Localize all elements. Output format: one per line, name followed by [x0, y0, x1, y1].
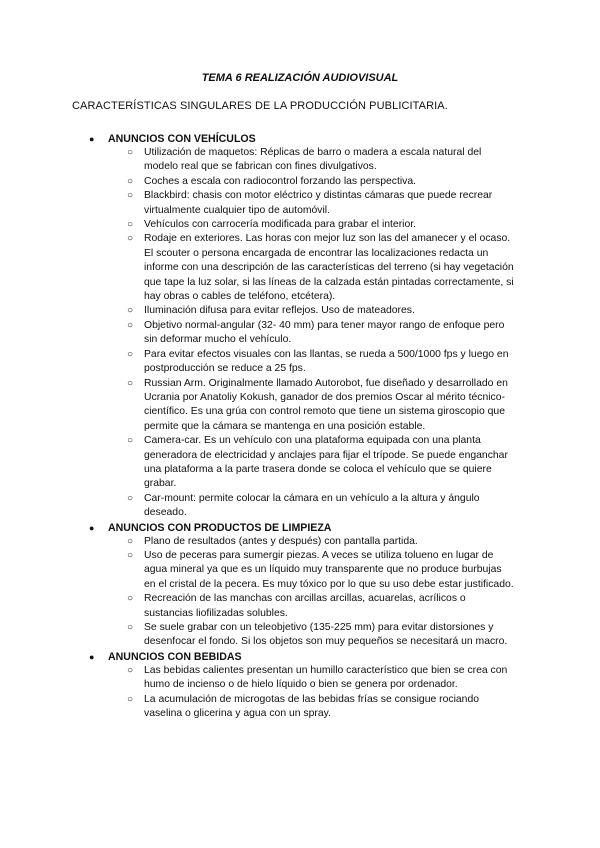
list-item-text: Blackbird: chasis con motor eléctrico y distintas cámaras que puede recrear virtualmente cualquier tipo de automóvil.: [144, 190, 493, 216]
list-item: [0, 592, 514, 621]
bullet-circle-icon: ○: [127, 305, 134, 317]
bullet-circle-icon: ○: [127, 622, 134, 633]
bullet-dot-icon: ●: [89, 651, 95, 662]
list-item-text: Rodaje en exteriores. Las horas con mejor luz son las del amanecer y el ocaso. El scouter o persona encargada de encontrar las localizaciones redacta un informe con una descripción de las características del terreno (si hay vegetación que tape la luz solar, si las líneas de la calzada están pintadas correctamente, si hay obras o cables de teléfono, etcétera).: [144, 233, 514, 303]
list-item: [0, 492, 514, 521]
list-item-text: La acumulación de microgotas de las bebidas frías se consigue rociando vaselina o glicerina y agua con un spray.: [144, 693, 480, 720]
bullet-circle-icon: ○: [127, 535, 134, 547]
list-item: [0, 189, 514, 218]
section-list: [0, 664, 600, 722]
list-item-text: Russian Arm. Originalmente llamado Autorobot, fue diseñado y desarrollado en Ucrania por Anatoliy Kokush, ganador de dos premios Oscar al mérito técnico-científico. Es una grúa con control remoto que tiene un sistema giroscopio que permite que la cámara se mantenga en una posición estable.: [144, 377, 508, 432]
section-limpieza: [0, 521, 600, 650]
section-bebidas: [0, 650, 600, 722]
bullet-circle-icon: ○: [127, 549, 134, 561]
list-item: [0, 218, 514, 232]
list-item-text: Se suele grabar con un teleobjetivo (135-225 mm) para evitar distorsiones y desenfocar el fondo. Si los objetos son muy pequeños se necesitará un macro.: [144, 622, 508, 648]
list-item: [0, 348, 514, 377]
list-item-text: Car-mount: permite colocar la cámara en un vehículo a la altura y ángulo deseado.: [144, 492, 480, 519]
list-item: [0, 664, 514, 693]
bullet-circle-icon: ○: [127, 175, 134, 187]
bullet-circle-icon: ○: [127, 664, 134, 676]
section-vehiculos: [0, 132, 600, 521]
list-item-text: Vehículos con carrocería modificada para grabar el interior.: [144, 219, 417, 231]
list-item: [0, 434, 514, 492]
list-item-text: Las bebidas calientes presentan un humillo característico que bien se crea con humo de incienso o de hielo líquido o bien se genera por ordenador.: [144, 664, 508, 691]
section-heading-text: ANUNCIOS CON VEHÍCULOS: [108, 133, 256, 145]
list-item-text: Objetivo normal-angular (32- 40 mm) para tener mayor rango de enfoque pero sin deformar mucho el vehículo.: [144, 319, 505, 346]
bullet-circle-icon: ○: [127, 593, 134, 605]
bullet-circle-icon: ○: [127, 435, 134, 447]
list-item: [0, 304, 514, 318]
content: [0, 132, 600, 721]
list-item: [0, 146, 514, 175]
page-subtitle: CARACTERÍSTICAS SINGULARES DE LA PRODUCCIÓN PUBLICITARIA.: [72, 100, 448, 112]
bullet-circle-icon: ○: [127, 219, 134, 231]
bullet-circle-icon: ○: [127, 190, 134, 202]
list-item: [0, 621, 514, 650]
list-item-text: Iluminación difusa para evitar reflejos. Uso de mateadores.: [144, 305, 415, 317]
bullet-circle-icon: ○: [127, 348, 134, 360]
list-item: [0, 535, 514, 549]
list-item-text: Utilización de maquetos: Réplicas de barro o madera a escala natural del modelo real que se fabrican con fines divulgativos.: [144, 147, 482, 173]
bullet-circle-icon: ○: [127, 377, 134, 389]
section-list: [0, 146, 600, 521]
list-item-text: Para evitar efectos visuales con las llantas, se rueda a 500/1000 fps y luego en postproducción se reduce a 25 fps.: [144, 348, 509, 375]
page-title: TEMA 6 REALIZACIÓN AUDIOVISUAL: [201, 72, 399, 84]
bullet-circle-icon: ○: [127, 319, 134, 331]
list-item-text: Recreación de las manchas con arcillas arcillas, acuarelas, acrílicos o sustancias liofilizadas solubles.: [144, 593, 466, 619]
bullet-circle-icon: ○: [127, 233, 134, 245]
section-heading: [0, 132, 600, 146]
list-item: [0, 232, 514, 304]
list-item-text: Coches a escala con radiocontrol forzando las perspectiva.: [144, 175, 417, 187]
list-item-text: Uso de peceras para sumergir piezas. A veces se utiliza tolueno en lugar de agua mineral ya que es un líquido muy transparente que no produce burbujas en el cristal de la pecera. Es muy tóxico por lo que su uso debe estar justificado.: [144, 549, 514, 590]
list-item: [0, 549, 514, 592]
section-heading-text: ANUNCIOS CON BEBIDAS: [108, 650, 242, 663]
bullet-dot-icon: ●: [89, 134, 95, 144]
list-item-text: Camera-car. Es un vehículo con una plataforma equipada con una planta generadora de electricidad y anclajes para fijar el trípode. Se puede enganchar una plataforma a la parte trasera donde se coloca el vehículo que se quiere grabar.: [144, 435, 508, 490]
section-list: [0, 535, 600, 650]
list-item: [0, 693, 514, 722]
list-item: [0, 319, 514, 348]
list-item: [0, 175, 514, 189]
bullet-circle-icon: ○: [127, 147, 134, 158]
section-heading: [0, 521, 600, 535]
section-heading-text: ANUNCIOS CON PRODUCTOS DE LIMPIEZA: [108, 521, 332, 534]
bullet-circle-icon: ○: [127, 693, 134, 705]
bullet-dot-icon: ●: [89, 522, 95, 533]
list-item: [0, 377, 514, 435]
section-heading: [0, 650, 600, 664]
list-item-text: Plano de resultados (antes y después) con pantalla partida.: [144, 535, 418, 547]
bullet-circle-icon: ○: [127, 492, 134, 504]
